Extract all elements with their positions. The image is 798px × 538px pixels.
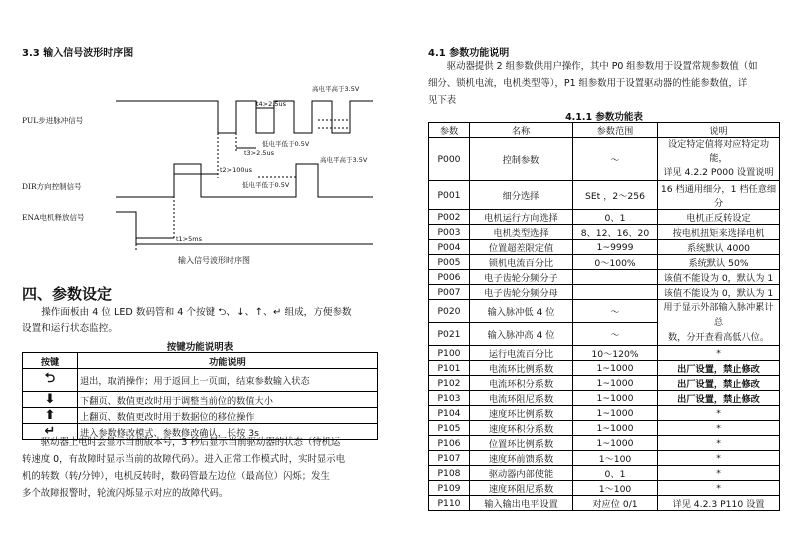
t1-label: t1>5ms [176, 235, 202, 243]
param-range: 0～100% [573, 255, 658, 270]
key-desc: 进入参数修改模式、参数修改确认，长按 3s [78, 424, 378, 440]
function-header: 功能说明 [78, 353, 378, 369]
param-desc: 该值不能设为 0，默认为 1 [658, 285, 780, 300]
param-name: 控制参数 [470, 138, 573, 181]
param-range: 1~1000 [573, 421, 658, 436]
param-code: P101 [429, 361, 470, 376]
param-code: P006 [429, 270, 470, 285]
param-code: P001 [429, 181, 470, 210]
desc-header: 说明 [658, 123, 780, 138]
dir-signal-label: DIR方向控制信号 [22, 182, 82, 191]
param-desc: 16 档通用细分，1 档任意细分 [658, 181, 780, 210]
param-desc: * [658, 406, 780, 421]
key-header: 按键 [23, 353, 78, 369]
intro-paragraph-line2: 设置和运行状态监控。 [22, 323, 118, 334]
param-code: P004 [429, 240, 470, 255]
param-row [429, 436, 780, 451]
pul-signal-label: PUL步进脉冲信号 [22, 116, 84, 125]
param-range: ～ [573, 300, 658, 323]
section-title-4-1: 4.1 参数功能说明 [428, 48, 510, 59]
param-range: 0、1 [573, 210, 658, 225]
param-desc: 电机正反转设定 [658, 210, 780, 225]
param-desc: 出厂设置，禁止修改 [658, 391, 780, 406]
high-threshold-label-a: 高电平高于3.5V [312, 85, 360, 93]
waveform-diagram [18, 78, 388, 268]
param-row [429, 240, 780, 255]
param-range: 1~1000 [573, 436, 658, 451]
param-code: P109 [429, 481, 470, 496]
param-name: 驱动器内部使能 [470, 466, 573, 481]
param-code: P005 [429, 255, 470, 270]
param-desc: * [658, 421, 780, 436]
param-row [429, 300, 780, 323]
param-row [429, 210, 780, 225]
param-name: 位置环比例系数 [470, 436, 573, 451]
param-name: 输入脉冲低 4 位 [470, 300, 573, 323]
param-name: 电子齿轮分频分母 [470, 285, 573, 300]
param-name: 位置超差限定值 [470, 240, 573, 255]
param-code: P108 [429, 466, 470, 481]
param-description: 驱动器提供 2 组参数供用户操作，其中 P0 组参数用于设置常规参数值（如 细分、锁机电流，电机类型等），P1 组参数用于设置驱动器的性能参数值，详 见下表 [428, 61, 758, 106]
param-name: 电流环积分系数 [470, 376, 573, 391]
key-row [23, 392, 378, 408]
param-row [429, 421, 780, 436]
param-row [429, 466, 780, 481]
param-row [429, 225, 780, 240]
param-code: P003 [429, 225, 470, 240]
param-range: 0、1 [573, 466, 658, 481]
key-function-table [22, 352, 378, 440]
startup-description: 驱动器上电时会显示当前版本号，3 秒后显示当前驱动器的状态（待机运 转速度 0，有故障时显示当前的故障代码）。进入正常工作模式时，实时显示电 机的转数（转/分钟），电机反转时，数码管最左边位（最高位）闪烁；发生 多个故障报警时，轮流闪烁显示对应的故障代码。 [22, 437, 346, 499]
param-code: P107 [429, 451, 470, 466]
param-desc: 按电机扭矩来选择电机 [658, 225, 780, 240]
param-code: P110 [429, 496, 470, 511]
param-range: 10～120% [573, 346, 658, 361]
param-desc: 该值不能设为 0，默认为 1 [658, 270, 780, 285]
param-code: P007 [429, 285, 470, 300]
key-table-caption: 按键功能说明表 [166, 342, 234, 353]
param-row [429, 270, 780, 285]
key-desc: 下翻页、数值更改时用于调整当前位的数值大小 [78, 392, 378, 408]
waveform-caption: 输入信号波形时序图 [178, 256, 250, 265]
param-desc: 出厂设置，禁止修改 [658, 376, 780, 391]
param-name: 输入输出电平设置 [470, 496, 573, 511]
param-row [429, 496, 780, 511]
param-name: 电流环比例系数 [470, 361, 573, 376]
param-name: 电子齿轮分频分子 [470, 270, 573, 285]
inline-key-icons: ⮌、↓、↑、↵ [218, 307, 282, 318]
param-name: 速度环前馈系数 [470, 451, 573, 466]
enter-icon: ↵ [23, 424, 78, 440]
param-range: 8、12、16、20 [573, 225, 658, 240]
param-desc: 设定特定值将对应特定功能， 详见 4.2.2 P000 设置说明 [658, 138, 780, 181]
param-code: P002 [429, 210, 470, 225]
down-arrow-icon: ⬇ [23, 392, 78, 408]
key-desc: 退出，取消操作；用于返回上一页面，结束参数输入状态 [78, 369, 378, 392]
param-code: P020 [429, 300, 470, 323]
param-row [429, 481, 780, 496]
param-name: 运行电流百分比 [470, 346, 573, 361]
param-desc: * [658, 481, 780, 496]
param-code: P104 [429, 406, 470, 421]
ena-waveform [116, 212, 373, 244]
param-name: 电机类型选择 [470, 225, 573, 240]
section-title-3-3: 3.3 输入信号波形时序图 [22, 48, 134, 59]
t3-label: t3>2.5us [244, 149, 274, 157]
key-row [23, 369, 378, 392]
param-range: 1~1000 [573, 391, 658, 406]
ena-signal-label: ENA电机释放信号 [22, 213, 85, 222]
param-range: 1~1000 [573, 406, 658, 421]
param-code: P100 [429, 346, 470, 361]
range-header: 参数范围 [573, 123, 658, 138]
param-function-table [428, 122, 780, 511]
param-code: P105 [429, 421, 470, 436]
param-name: 细分选择 [470, 181, 573, 210]
param-desc: * [658, 466, 780, 481]
param-row [429, 406, 780, 421]
param-range [573, 270, 658, 285]
chapter-4-title: 四、参数设定 [22, 285, 113, 303]
param-name: 输入脉冲高 4 位 [470, 323, 573, 346]
param-name: 电机运行方向选择 [470, 210, 573, 225]
param-range [573, 285, 658, 300]
param-range: SEt ，2～256 [573, 181, 658, 210]
key-desc: 上翻页、数值更改时用于数据位的移位操作 [78, 408, 378, 424]
param-row [429, 138, 780, 181]
param-range: 1~1000 [573, 376, 658, 391]
t2-label: t2>100us [220, 166, 253, 174]
param-name: 速度环积分系数 [470, 421, 573, 436]
param-row [429, 451, 780, 466]
param-name: 速度环比例系数 [470, 406, 573, 421]
param-name: 速度环阻尼系数 [470, 481, 573, 496]
low-threshold-label-b: 低电平低于0.5V [242, 181, 290, 189]
param-desc: * [658, 451, 780, 466]
intro-paragraph: 操作面板由 4 位 LED 数码管和 4 个按键 ⮌、↓、↑、↵ 组成，方便参数 [41, 307, 352, 318]
up-arrow-icon: ⬆ [23, 408, 78, 424]
t4-label: t4>2.5us [256, 100, 286, 108]
param-row [429, 181, 780, 210]
param-row [429, 285, 780, 300]
param-desc: 用于显示外部输入脉冲累计总 数，分开查看高低八位。 [658, 300, 780, 346]
low-threshold-label-a: 低电平低于0.5V [262, 140, 310, 148]
param-code: P021 [429, 323, 470, 346]
param-desc: 系统默认 4000 [658, 240, 780, 255]
param-desc: * [658, 346, 780, 361]
param-row [429, 376, 780, 391]
param-row [429, 361, 780, 376]
param-range: 1～100 [573, 451, 658, 466]
param-name: 锁机电流百分比 [470, 255, 573, 270]
param-range: 对应位 0/1 [573, 496, 658, 511]
return-arrow-icon: ⮌ [23, 369, 78, 392]
name-header: 名称 [470, 123, 573, 138]
param-desc: 详见 4.2.3 P110 设置 [658, 496, 780, 511]
param-desc: 系统默认 50% [658, 255, 780, 270]
param-row [429, 255, 780, 270]
param-desc: 出厂设置，禁止修改 [658, 361, 780, 376]
key-row [23, 408, 378, 424]
param-range: ～ [573, 138, 658, 181]
param-code: P102 [429, 376, 470, 391]
high-threshold-label-b: 高电平高于3.5V [320, 156, 368, 164]
param-table-caption: 4.1.1 参数功能表 [565, 112, 643, 123]
param-desc: * [658, 436, 780, 451]
param-header: 参数 [429, 123, 470, 138]
param-name: 电流环阻尼系数 [470, 391, 573, 406]
param-code: P000 [429, 138, 470, 181]
param-range: 1～100 [573, 481, 658, 496]
param-row [429, 346, 780, 361]
param-range: 1~1000 [573, 361, 658, 376]
param-row [429, 391, 780, 406]
param-range: 1~9999 [573, 240, 658, 255]
param-code: P106 [429, 436, 470, 451]
param-code: P103 [429, 391, 470, 406]
param-range: ～ [573, 323, 658, 346]
